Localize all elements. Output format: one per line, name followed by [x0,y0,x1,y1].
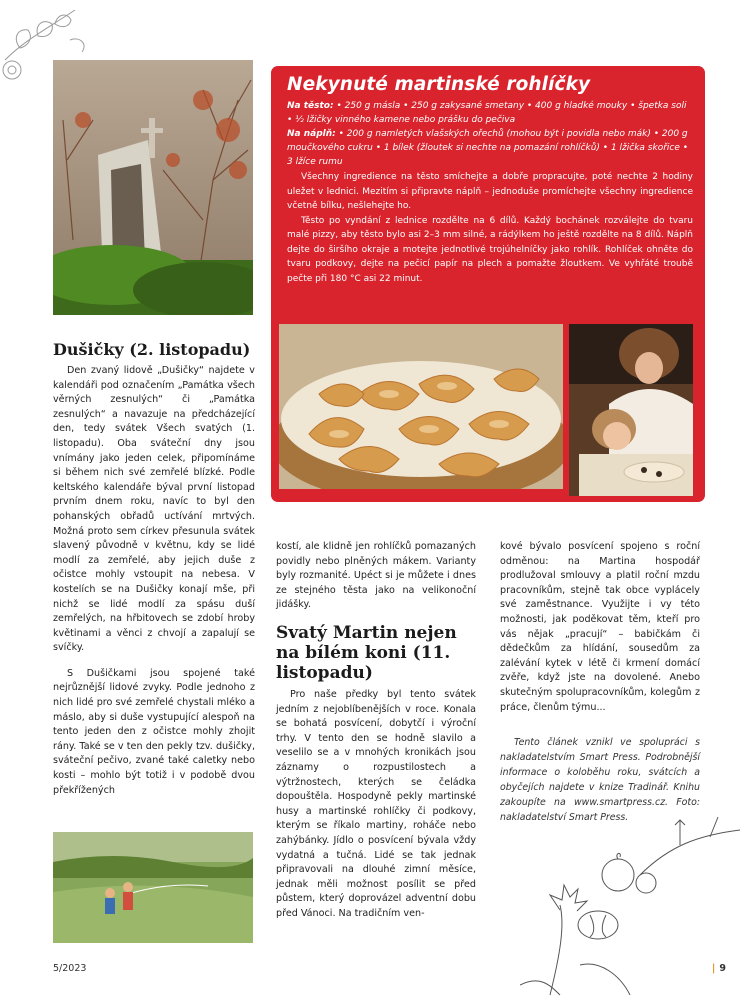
recipe-box [271,66,705,502]
middle-paragraph-1: kostí, ale klidně jen rohlíčků pomazaných povidly nebo plněných mákem. Varianty byly rozmanité. Upéct si je můžete i dnes ze stejného těsta jako na velikonoční jidášky. [276,541,476,611]
middle-paragraph-2: Pro naše předky byl tento svátek jedním z nejoblíbenějších v roce. Konala se bohatá posvícení, dobytčí i výroční trhy. V tento den se hodně slavilo a veselilo se a v mnohých kronikách jsou záznamy o rozpustilostech a výtržnostech, kterých se čeládka dopouštěla. Hospodyně pekly martinské husy a martinské rohlíčky či podkovy, kterým se říkalo martiny, roháče nebo zahýbánky. Jídlo o posvícení bývala vždy vydatná a tučná. Lidé se tak jednak připravovali na dlouhé zimní měsíce, jednak měli možnost posílit se před půstem, který doprovázel adventní dobu před Vánoci. Na tradičním ven- [276,688,476,919]
dough-prefix: • [333,101,345,111]
filling-label: Na náplň: [287,129,336,139]
page-number-bar: | [711,963,716,974]
recipe-paragraph-2: Těsto po vyndání z lednice rozdělte na 6 dílů. Každý bochánek rozválejte do tvaru malé pizzy, aby těsto bylo asi 2–3 mm silné, a rádýlkem ho ještě rozdělte na 8 dílů. Náplň dejte do širšího okraje a motejte jednotlivé trojúhelníčky jako rohlík. Rohlíček ohněte do tvaru podkovy, dejte na pečicí papír na plech a pomažte žloutkem. Ve vyhřáté troubě pečte při 180 °C asi 22 minut. [287,215,693,284]
column-middle [276,540,476,921]
page-number-value: 9 [719,963,726,974]
dough-items: 250 g másla • 250 g zakysané smetany • 400 g hladké mouky • špetka soli • ½ lžičky vinného kamene nebo prášku do pečiva [287,101,687,125]
recipe-title: Nekynuté martinské rohlíčky [287,74,591,95]
photo-cemetery-cross [53,60,253,315]
left-paragraph-2: S Dušičkami jsou spojené také nejrůznější lidové zvyky. Podle jednoho z nich lidé pro své zemřelé chystali mléko a máslo, aby si duše vystupující alespoň na tento jeden den z očistce mohly zhojit rány. Také se v ten den pekly tzv. dušičky, sváteční pečivo, zvané také caletky nebo kosti – mohlo být totiž i v podobě dvou překřížených [53,667,255,796]
recipe-paragraph-1: Všechny ingredience na těsto smíchejte a dobře propracujte, poté nechte 2 hodiny uležet v lednici. Mezitím si připravte náplň – jednoduše promíchejte všechny ingredience včetně bílku, nešlehejte ho. [287,172,693,211]
recipe-ingredients [287,99,693,169]
issue-number: 5/2023 [53,963,87,974]
right-paragraph-1: kové bývalo posvícení spojeno s roční odměnou: na Martina hospodář prodlužoval smlouvy a platil roční mzdu pracovníkům, stejně tak obce vyplácely své zaměstnance. Využijte i vy této možnosti, jak poděkovat těm, kteří pro vás nějak „pracují“ – babičkám či dědečkům za hlídání, sousedům za zalévání kytek v létě či krmení domácí zvěře, když jste na dovolené. Anebo skutečným spolupracovníkům, kolegům z práce, členům týmu... [500,541,700,713]
heading-svaty-martin: Svatý Martin nejen na bílém koni (11. listopadu) [276,622,457,683]
photo-kids-kite [53,832,253,943]
photo-crescent-rolls [279,324,563,489]
photo-baking-together [569,324,693,496]
left-paragraph-1: Den zvaný lidově „Dušičky“ najdete v kalendáři pod označením „Památka všech věrných zesnulých“ či „Památka zesnulých“ a navazuje na předcházející den, tedy svátek Všech svatých (1. listopadu). Oba sváteční dny jsou vnímány jako jeden celek, připomínáme si během nich své zemřelé blízké. Podle keltského kalendáře býval první listopad prvním dnem roku, navíc to byl den pohanských obřadů uctívání mrtvých. Možná proto sem církev přesunula svátek slavený původně v květnu, kdy se lidé modlí za zemřelé, aby jejich duše z očistce mohly vstoupit na nebesa. V kostelích se na Dušičky konají mše, při nichž se lidé modlí za spásu duší zemřelých, na hřbitovech se zdobí hroby květinami a věnci z chvojí a zapalují se svíčky. [53,365,255,654]
dough-label: Na těsto: [287,101,334,111]
heading-dusicky: Dušičky (2. listopadu) [53,340,251,359]
column-left [53,340,255,798]
page-number [712,963,726,974]
column-right [500,540,700,825]
article-credit: Tento článek vznikl ve spolupráci s nakladatelstvím Smart Press. Podrobnější informace o koloběhu roku, svátcích a obyčejích najdete v knize Tradinář. Knihu zakoupíte na www.smartpress.cz. Foto: nakladatelství Smart Press. [500,737,700,824]
filling-items: • 200 g namletých vlašských ořechů (mohou být i povidla nebo mák) • 200 g moučkového cukru • 1 bílek (žloutek si nechte na pomazání rohlíčků) • 1 lžička skořice • 3 lžíce rumu [287,129,689,167]
